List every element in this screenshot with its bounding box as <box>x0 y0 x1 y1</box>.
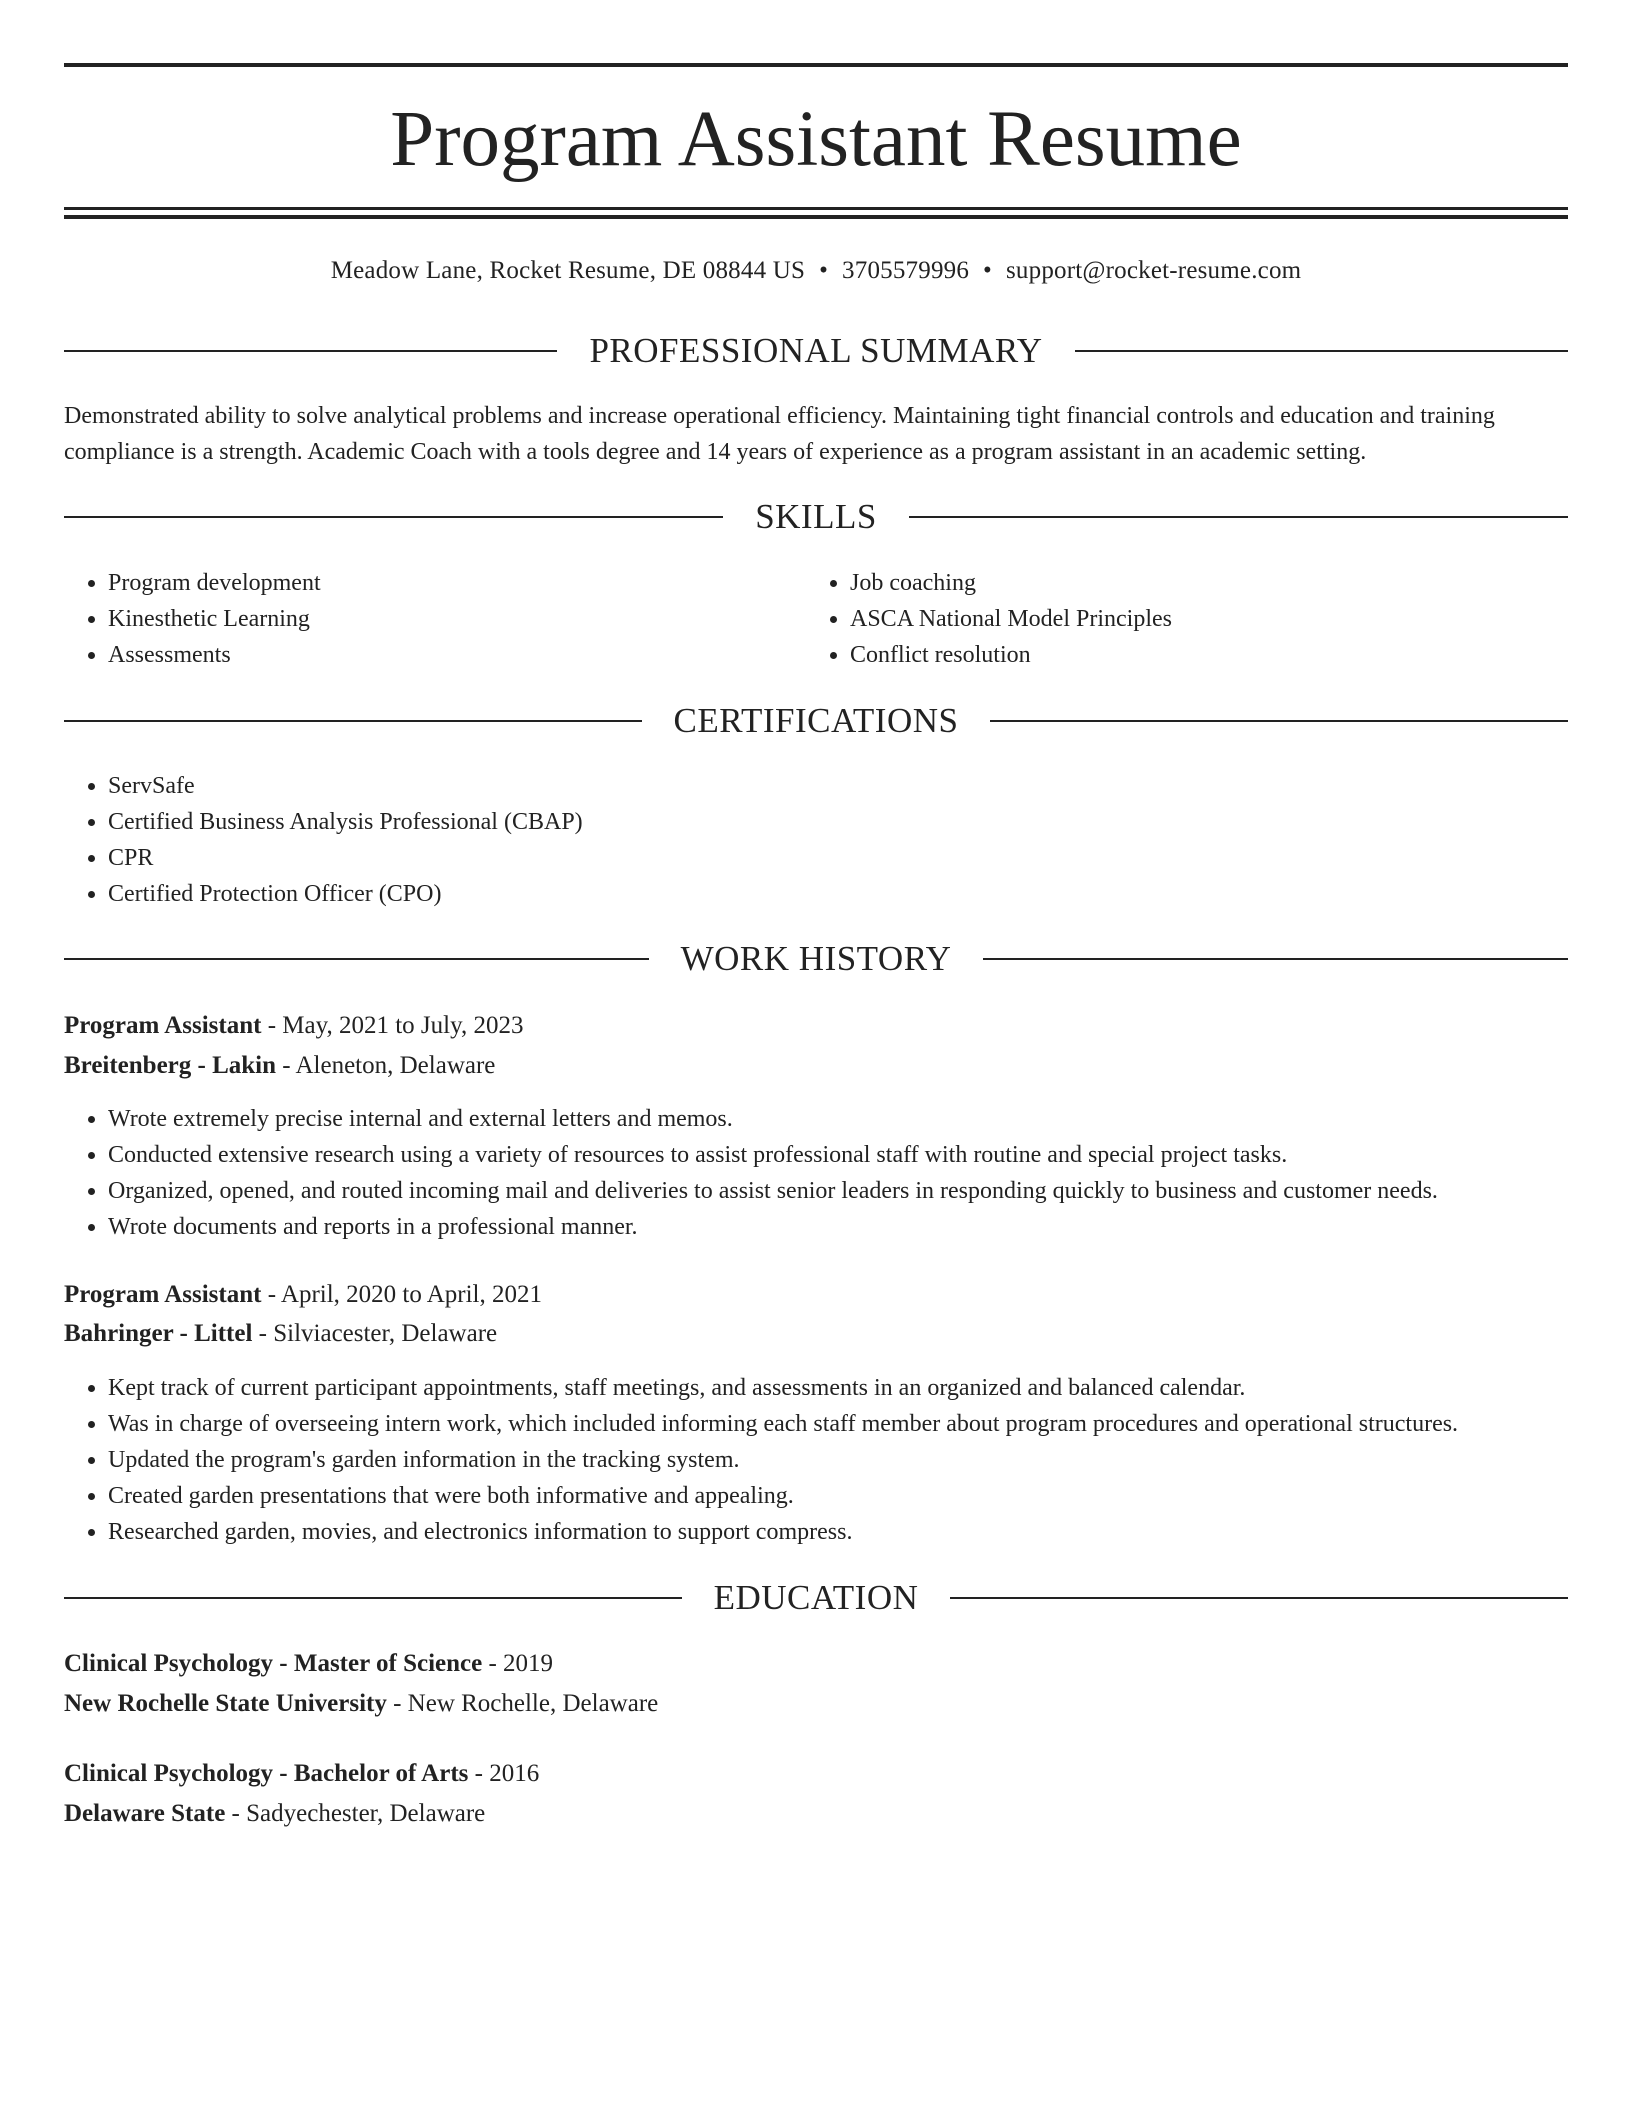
section-heading-work-history <box>64 939 1568 979</box>
job-company-line <box>64 1316 497 1352</box>
list-item: • Organized, opened, and routed incoming mail and deliveries to assist senior leaders in responding quickly to business and customer needs. <box>108 1173 1568 1209</box>
list-item: • Researched garden, movies, and electronics information to support compress. <box>108 1514 1588 1550</box>
contact-separator: • <box>819 257 829 284</box>
list-item: • ServSafe <box>108 768 1568 804</box>
skills-list-left <box>64 565 808 673</box>
section-rule <box>983 958 1568 960</box>
education-school: Delaware State <box>64 1800 226 1827</box>
section-rule <box>990 720 1568 722</box>
list-item: • Conflict resolution <box>850 637 1590 673</box>
list-item: • Updated the program's garden information in the tracking system. <box>108 1442 1588 1478</box>
section-rule <box>950 1597 1568 1599</box>
section-title: SKILLS <box>755 497 877 536</box>
contact-line <box>64 255 1568 287</box>
education-location: - Sadyechester, Delaware <box>225 1800 486 1827</box>
list-item: • Conducted extensive research using a variety of resources to assist professional staff with routine and special project tasks. <box>108 1137 1568 1173</box>
education-degree: Clinical Psychology - Master of Science <box>64 1650 483 1677</box>
contact-separator: • <box>983 257 992 284</box>
certifications-list <box>64 768 1568 912</box>
section-rule <box>909 516 1568 518</box>
page-title: Program Assistant Resume <box>390 96 1242 183</box>
job-company: Bahringer - Littel <box>64 1320 253 1347</box>
education-year: - 2016 <box>468 1760 540 1787</box>
list-item: • Job coaching <box>850 565 1590 601</box>
job-title-line <box>64 1008 523 1044</box>
summary-text: Demonstrated ability to solve analytical problems and increase operational efficiency. Maintaining tight financial controls and education and training compliance is a strength. Academic Coach with a tools degree and 14 years of experience as a program assistant in an academic setting. <box>64 403 1495 465</box>
education-degree-line <box>64 1646 553 1682</box>
header-bottom-rule-2 <box>64 215 1568 219</box>
section-rule <box>64 350 557 352</box>
education-year: - 2019 <box>482 1650 554 1677</box>
job-dates: - May, 2021 to July, 2023 <box>261 1012 524 1039</box>
list-item: • ASCA National Model Principles <box>850 601 1590 637</box>
job-title-line <box>64 1277 542 1313</box>
section-title: EDUCATION <box>713 1578 919 1617</box>
section-heading-summary <box>64 331 1568 371</box>
job-duties-list <box>64 1101 1568 1245</box>
contact-phone: 3705579996 <box>842 257 970 284</box>
list-item: • Program development <box>108 565 808 601</box>
section-rule <box>64 720 642 722</box>
list-item: • Certified Business Analysis Professional (CBAP) <box>108 804 1568 840</box>
list-item: • Wrote extremely precise internal and external letters and memos. <box>108 1101 1568 1137</box>
contact-address: Meadow Lane, Rocket Resume, DE 08844 US <box>330 257 806 284</box>
list-item: • CPR <box>108 840 1568 876</box>
list-item: • Certified Protection Officer (CPO) <box>108 876 1568 912</box>
job-duties-list <box>64 1370 1588 1550</box>
job-role: Program Assistant <box>64 1012 262 1039</box>
education-school-line <box>64 1686 658 1722</box>
job-company: Breitenberg - Lakin <box>64 1052 277 1079</box>
section-rule <box>64 958 649 960</box>
section-rule <box>64 516 723 518</box>
section-heading-certifications <box>64 701 1568 741</box>
job-dates: - April, 2020 to April, 2021 <box>261 1281 543 1308</box>
section-title: CERTIFICATIONS <box>673 701 959 740</box>
header-top-rule <box>64 63 1568 67</box>
education-degree: Clinical Psychology - Bachelor of Arts <box>64 1760 469 1787</box>
list-item: • Kinesthetic Learning <box>108 601 808 637</box>
list-item: • Was in charge of overseeing intern work, which included informing each staff member about program procedures and operational structures. <box>108 1406 1588 1442</box>
list-item: • Wrote documents and reports in a professional manner. <box>108 1209 1568 1245</box>
list-item: • Kept track of current participant appointments, staff meetings, and assessments in an organized and balanced calendar. <box>108 1370 1588 1406</box>
job-company-line <box>64 1048 495 1084</box>
header-bottom-rule <box>64 207 1568 210</box>
contact-email: support@rocket-resume.com <box>1006 257 1302 284</box>
education-school: New Rochelle State University <box>64 1690 387 1717</box>
job-location: - Aleneton, Delaware <box>276 1052 496 1079</box>
section-rule <box>64 1597 682 1599</box>
list-item: • Created garden presentations that were both informative and appealing. <box>108 1478 1588 1514</box>
section-heading-education <box>64 1578 1568 1618</box>
section-rule <box>1075 350 1568 352</box>
education-location: - New Rochelle, Delaware <box>386 1690 659 1717</box>
education-school-line <box>64 1796 485 1832</box>
list-item: • Assessments <box>108 637 808 673</box>
job-location: - Silviacester, Delaware <box>252 1320 498 1347</box>
section-title: WORK HISTORY <box>680 939 952 978</box>
section-heading-skills <box>64 497 1568 537</box>
job-role: Program Assistant <box>64 1281 262 1308</box>
skills-list-right <box>806 565 1590 673</box>
section-title: PROFESSIONAL SUMMARY <box>589 331 1043 370</box>
education-degree-line <box>64 1756 539 1792</box>
